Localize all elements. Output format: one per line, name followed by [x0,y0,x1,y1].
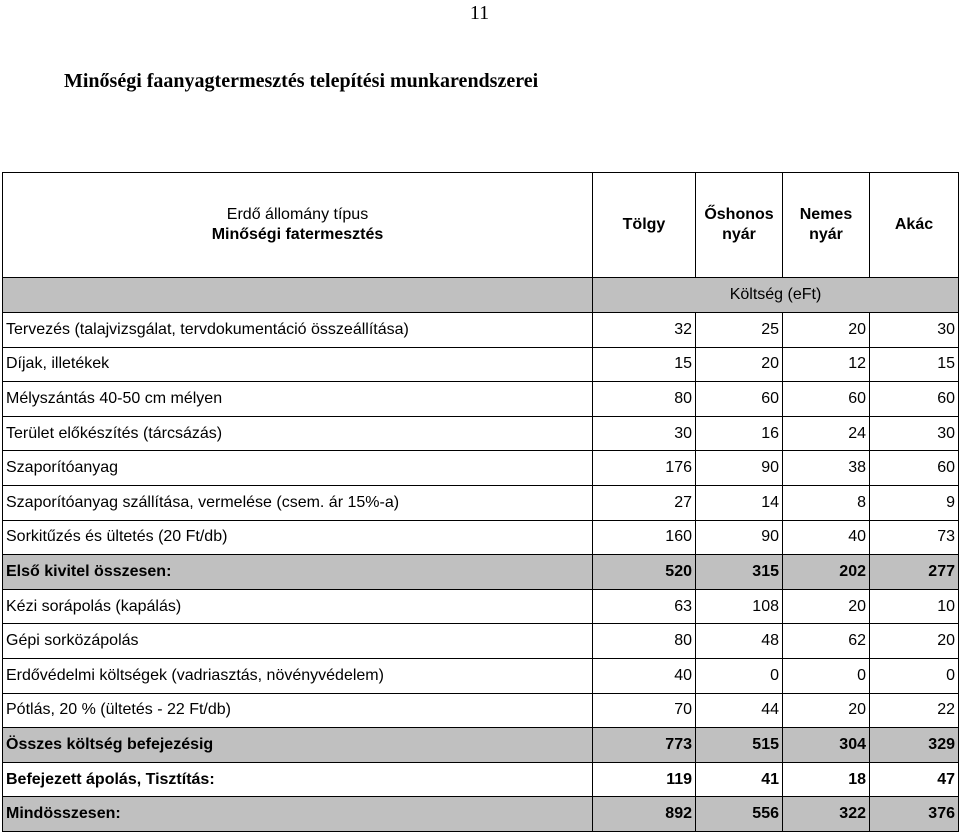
row-value: 30 [593,416,696,451]
row-value: 315 [696,555,783,590]
row-value: 22 [870,693,959,728]
row-value: 60 [870,451,959,486]
row-value: 73 [870,520,959,555]
row-value: 515 [696,728,783,763]
table-row [3,762,959,797]
table-row [3,313,959,348]
row-value: 90 [696,451,783,486]
row-value: 277 [870,555,959,590]
row-value: 892 [593,797,696,832]
row-value: 0 [783,658,870,693]
table-row [3,624,959,659]
cost-table [2,172,959,832]
row-value: 520 [593,555,696,590]
row-label: Sorkitűzés és ültetés (20 Ft/db) [3,520,593,555]
row-value: 556 [696,797,783,832]
table-row [3,693,959,728]
row-value: 27 [593,485,696,520]
row-label: Mélyszántás 40-50 cm mélyen [3,382,593,417]
table-row [3,797,959,832]
row-value: 80 [593,382,696,417]
row-label: Pótlás, 20 % (ültetés - 22 Ft/db) [3,693,593,728]
row-value: 108 [696,589,783,624]
row-value: 60 [696,382,783,417]
table-row [3,555,959,590]
header-col-line1: Nemes [799,206,853,223]
header-col-nemes-nyar [783,173,870,278]
row-value: 16 [696,416,783,451]
row-value: 304 [783,728,870,763]
row-value: 10 [870,589,959,624]
row-value: 38 [783,451,870,486]
header-col-oshonos-nyar [696,173,783,278]
row-value: 176 [593,451,696,486]
row-label: Terület előkészítés (tárcsázás) [3,416,593,451]
header-type-label: Erdő állomány típus [226,206,369,223]
row-value: 48 [696,624,783,659]
header-row [3,173,959,278]
table-row [3,382,959,417]
row-value: 20 [783,313,870,348]
row-value: 15 [593,347,696,382]
row-value: 322 [783,797,870,832]
page-title: Minőségi faanyagtermesztés telepítési munkarendszerei [64,70,539,92]
unit-row [3,278,959,313]
row-label: Kézi sorápolás (kapálás) [3,589,593,624]
header-col-line2: nyár [722,226,756,243]
row-label: Befejezett ápolás, Tisztítás: [3,762,593,797]
header-col-line2: nyár [809,226,843,243]
row-value: 12 [783,347,870,382]
unit-label: Költség (eFt) [593,278,959,313]
table-row [3,485,959,520]
row-value: 20 [870,624,959,659]
row-value: 30 [870,313,959,348]
row-value: 24 [783,416,870,451]
row-value: 0 [696,658,783,693]
row-label: Tervezés (talajvizsgálat, tervdokumentáció összeállítása) [3,313,593,348]
row-value: 8 [783,485,870,520]
row-value: 44 [696,693,783,728]
row-value: 47 [870,762,959,797]
row-label: Mindösszesen: [3,797,593,832]
table-row [3,589,959,624]
row-value: 25 [696,313,783,348]
row-label: Szaporítóanyag [3,451,593,486]
row-value: 202 [783,555,870,590]
table-row [3,658,959,693]
table-row [3,728,959,763]
row-value: 15 [870,347,959,382]
header-type-sub: Minőségi fatermesztés [211,226,384,243]
row-value: 70 [593,693,696,728]
unit-row-empty-cell [3,278,593,313]
row-value: 40 [593,658,696,693]
header-col-line1: Akác [894,216,934,233]
row-value: 60 [870,382,959,417]
row-label: Díjak, illetékek [3,347,593,382]
row-label: Első kivitel összesen: [3,555,593,590]
row-value: 773 [593,728,696,763]
row-value: 40 [783,520,870,555]
row-value: 60 [783,382,870,417]
table-row [3,451,959,486]
table-row [3,520,959,555]
row-value: 30 [870,416,959,451]
table-row [3,347,959,382]
header-type-cell [3,173,593,278]
row-value: 41 [696,762,783,797]
row-label: Összes költség befejezésig [3,728,593,763]
header-col-line1: Őshonos [704,206,774,223]
row-value: 20 [783,589,870,624]
row-value: 32 [593,313,696,348]
row-value: 18 [783,762,870,797]
row-value: 14 [696,485,783,520]
row-value: 80 [593,624,696,659]
row-label: Szaporítóanyag szállítása, vermelése (csem. ár 15%-a) [3,485,593,520]
row-label: Erdővédelmi költségek (vadriasztás, növényvédelem) [3,658,593,693]
page-number: 11 [469,2,490,24]
row-value: 376 [870,797,959,832]
row-value: 20 [696,347,783,382]
row-value: 119 [593,762,696,797]
row-value: 62 [783,624,870,659]
header-col-akac [870,173,959,278]
row-value: 9 [870,485,959,520]
row-value: 63 [593,589,696,624]
header-col-tolgy [593,173,696,278]
row-value: 90 [696,520,783,555]
row-value: 329 [870,728,959,763]
row-value: 20 [783,693,870,728]
row-value: 0 [870,658,959,693]
row-value: 160 [593,520,696,555]
header-col-line1: Tölgy [622,216,666,233]
row-label: Gépi sorközápolás [3,624,593,659]
table-row [3,416,959,451]
